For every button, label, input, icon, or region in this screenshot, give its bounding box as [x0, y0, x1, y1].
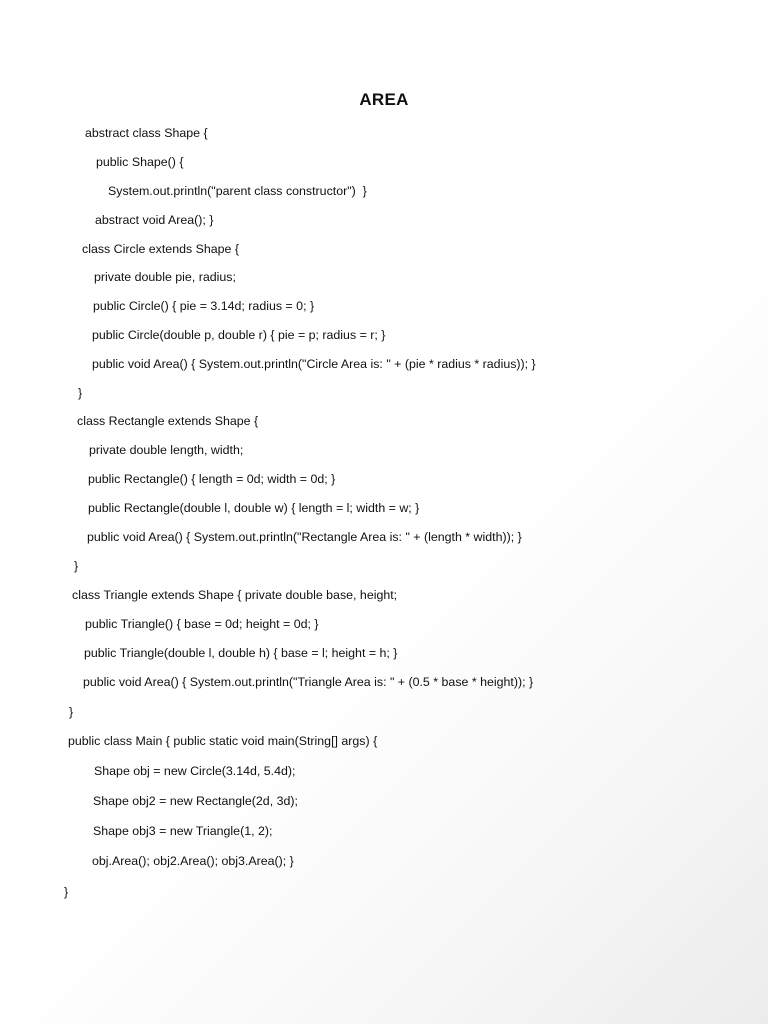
code-line: } — [78, 386, 83, 400]
code-line: public void Area() { System.out.println("Rectangle Area is: " + (length * width)); } — [87, 530, 522, 544]
code-line: } — [74, 559, 79, 573]
code-line: public Circle() { pie = 3.14d; radius = 0; } — [93, 299, 315, 313]
code-line: public Shape() { — [96, 155, 184, 169]
document-title: AREA — [359, 90, 409, 109]
code-line: abstract class Shape { — [85, 126, 208, 140]
code-line: class Rectangle extends Shape { — [77, 414, 259, 428]
code-line: Shape obj3 = new Triangle(1, 2); — [93, 824, 273, 838]
code-line: public Rectangle(double l, double w) { length = l; width = w; } — [88, 501, 420, 515]
code-line: private double pie, radius; — [94, 270, 236, 284]
code-line: public class Main { public static void main(String[] args) { — [68, 734, 378, 748]
code-line: System.out.println("parent class constructor") } — [108, 184, 367, 198]
code-line: } — [64, 885, 69, 899]
code-line: public void Area() { System.out.println("Triangle Area is: " + (0.5 * base * height)); } — [83, 675, 534, 689]
code-line: private double length, width; — [89, 443, 244, 457]
code-line: class Circle extends Shape { — [82, 242, 240, 256]
code-line: public Circle(double p, double r) { pie = p; radius = r; } — [92, 328, 386, 342]
code-line: } — [69, 705, 74, 719]
code-line: Shape obj = new Circle(3.14d, 5.4d); — [94, 764, 296, 778]
code-line: class Triangle extends Shape { private double base, height; — [72, 588, 398, 602]
code-line: public Triangle() { base = 0d; height = 0d; } — [85, 617, 319, 631]
code-line: public Triangle(double l, double h) { base = l; height = h; } — [84, 646, 398, 660]
code-line: abstract void Area(); } — [95, 213, 214, 227]
code-line: public void Area() { System.out.println("Circle Area is: " + (pie * radius * radius)); } — [92, 357, 536, 371]
code-line: Shape obj2 = new Rectangle(2d, 3d); — [93, 794, 298, 808]
code-line: obj.Area(); obj2.Area(); obj3.Area(); } — [92, 854, 294, 868]
code-line: public Rectangle() { length = 0d; width = 0d; } — [88, 472, 336, 486]
